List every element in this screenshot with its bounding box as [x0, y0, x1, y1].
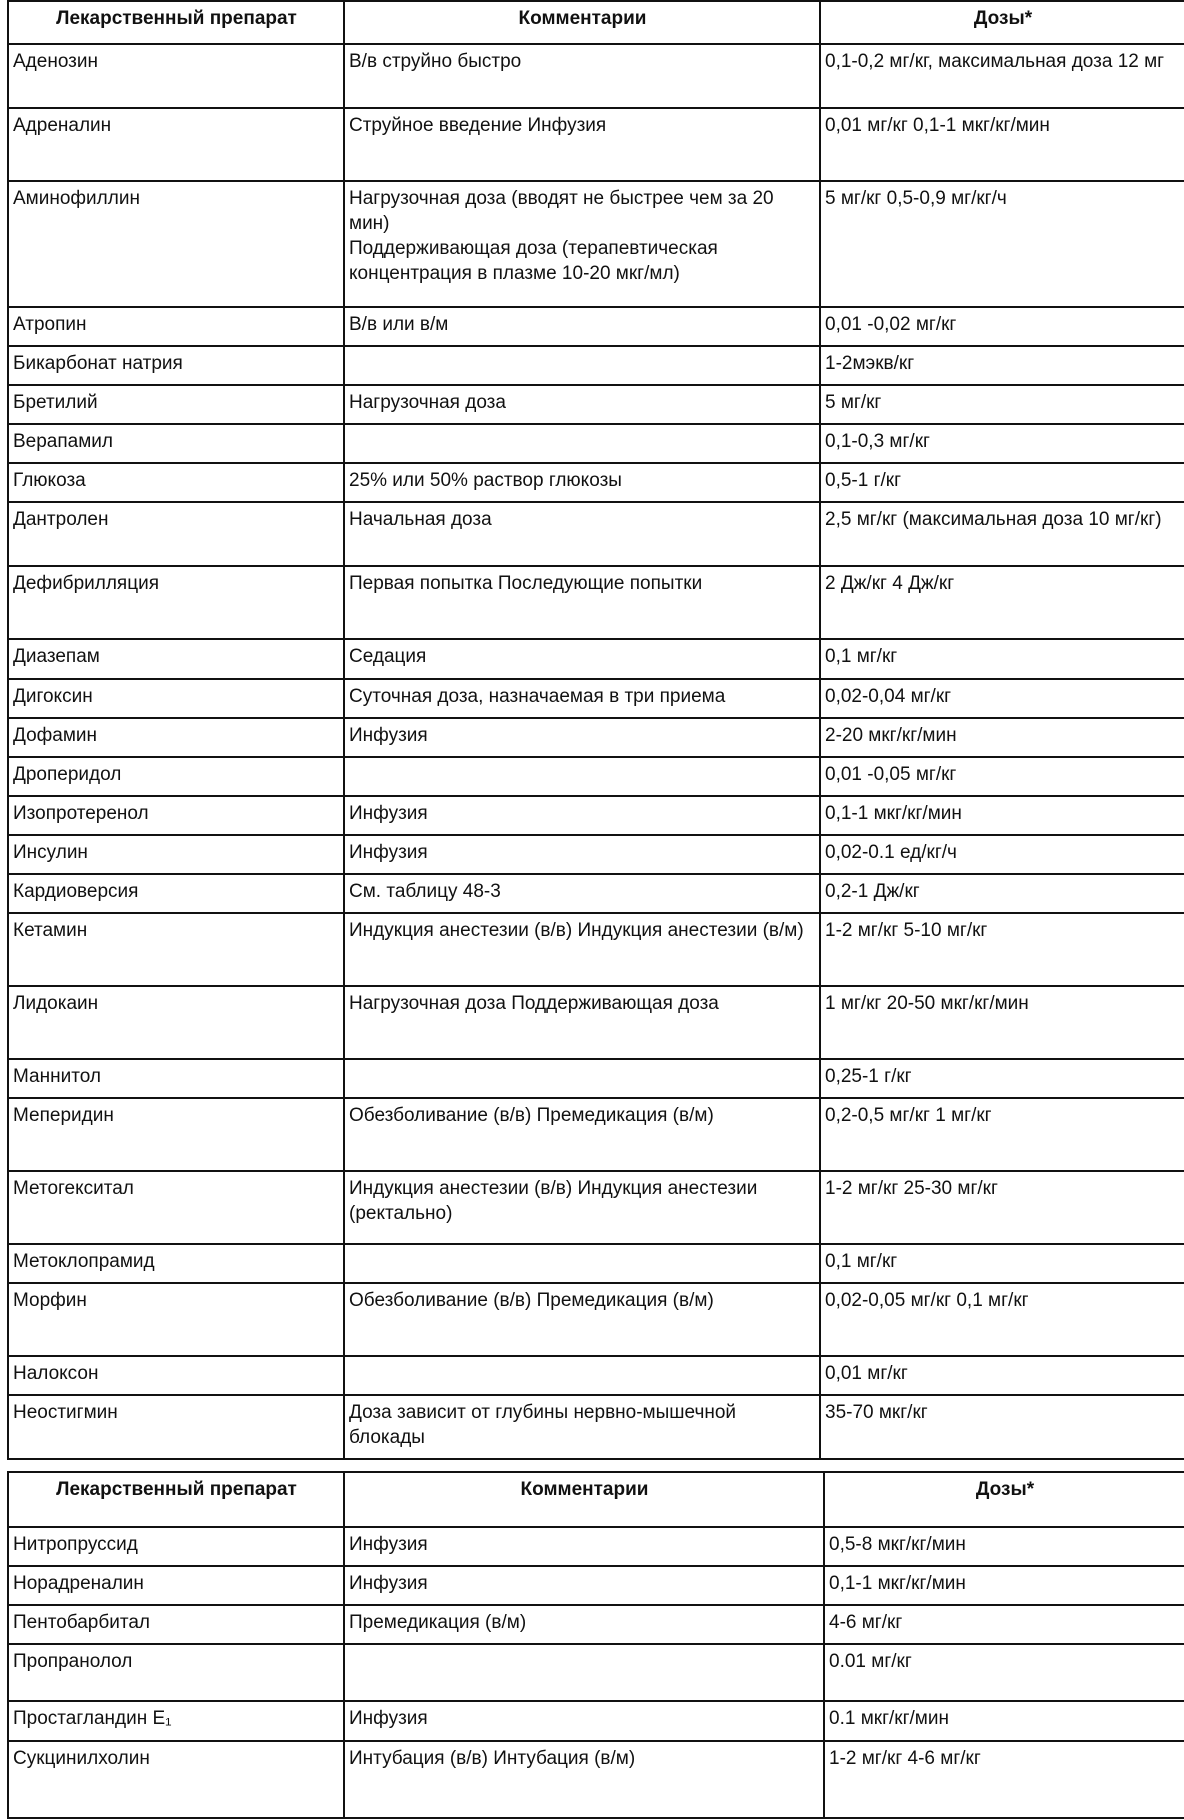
comment-cell	[344, 986, 820, 1059]
comment-cell	[344, 108, 820, 181]
dose-cell: 0,2-0,5 мг/кг 1 мг/кг	[820, 1098, 1184, 1171]
comment-cell	[344, 639, 820, 679]
table-row	[8, 639, 1184, 679]
dose-cell: 0,1-0,2 мг/кг, максимальная доза 12 мг	[820, 44, 1184, 108]
drug-name-cell: Маннитол	[8, 1059, 344, 1098]
comment-cell	[344, 757, 820, 796]
drug-name-cell: Дигоксин	[8, 679, 344, 718]
table-row	[8, 679, 1184, 718]
table-row	[8, 181, 1184, 307]
table-row	[8, 757, 1184, 796]
drug-name-cell: Аминофиллин	[8, 181, 344, 307]
table-row	[8, 566, 1184, 639]
drug-name-cell: Неостигмин	[8, 1395, 344, 1459]
comment-text: 25% или 50% раствор глюкозы	[349, 470, 622, 491]
drug-name-cell: Простагландин E₁	[8, 1701, 344, 1741]
table-row	[8, 1566, 1184, 1605]
comment-text: Индукция анестезии (в/в) Индукция анестезии (ректально)	[349, 1178, 758, 1224]
comment-cell	[344, 874, 820, 913]
comment-text: Премедикация (в/м)	[349, 1612, 527, 1633]
drug-name-cell: Норадреналин	[8, 1566, 344, 1605]
dose-cell: 2 Дж/кг 4 Дж/кг	[820, 566, 1184, 639]
dose-cell: 1 мг/кг 20-50 мкг/кг/мин	[820, 986, 1184, 1059]
comment-text: Поддерживающая доза (терапевтическая концентрация в плазме 10-20 мкг/мл)	[349, 238, 718, 284]
comment-text: Доза зависит от глубины нервно-мышечной блокады	[349, 1402, 737, 1448]
table-row	[8, 346, 1184, 385]
dose-cell: 1-2 мг/кг 4-6 мг/кг	[824, 1741, 1184, 1818]
dose-cell: 1-2 мг/кг 25-30 мг/кг	[820, 1171, 1184, 1244]
comment-text: Суточная доза, назначаемая в три приема	[349, 686, 726, 707]
comment-cell	[344, 1356, 820, 1395]
dose-cell: 0,01 -0,05 мг/кг	[820, 757, 1184, 796]
comment-cell	[344, 566, 820, 639]
comment-cell	[344, 181, 820, 307]
dose-cell: 0,01 мг/кг 0,1-1 мкг/кг/мин	[820, 108, 1184, 181]
comment-text: Нагрузочная доза	[349, 392, 506, 413]
table-row	[8, 1395, 1184, 1459]
dose-cell: 4-6 мг/кг	[824, 1605, 1184, 1644]
comment-cell	[344, 718, 820, 757]
dose-cell: 0,25-1 г/кг	[820, 1059, 1184, 1098]
table-row	[8, 424, 1184, 463]
table-row	[8, 986, 1184, 1059]
column-header-drug: Лекарственный препарат	[8, 1, 344, 44]
comment-cell	[344, 1701, 824, 1741]
dose-cell: 0,1 мг/кг	[820, 639, 1184, 679]
dose-cell: 2,5 мг/кг (максимальная доза 10 мг/кг)	[820, 502, 1184, 566]
comment-text: Обезболивание (в/в) Премедикация (в/м)	[349, 1290, 714, 1311]
drug-name-cell: Дофамин	[8, 718, 344, 757]
drug-name-cell: Нитропруссид	[8, 1527, 344, 1566]
dose-cell: 0,02-0,04 мг/кг	[820, 679, 1184, 718]
comment-cell	[344, 913, 820, 986]
drug-name-cell: Верапамил	[8, 424, 344, 463]
comment-text: Индукция анестезии (в/в) Индукция анестезии (в/м)	[349, 920, 804, 941]
dose-cell: 0,1 мг/кг	[820, 1244, 1184, 1283]
table-header-row	[8, 1472, 1184, 1527]
comment-text: Инфузия	[349, 803, 428, 824]
drug-name-cell: Меперидин	[8, 1098, 344, 1171]
table-row	[8, 718, 1184, 757]
table-row	[8, 1701, 1184, 1741]
comment-cell	[344, 1741, 824, 1818]
comment-text: Седация	[349, 646, 427, 667]
table-row	[8, 835, 1184, 874]
drug-name-cell: Метогекситал	[8, 1171, 344, 1244]
drug-name-cell: Изопротеренол	[8, 796, 344, 835]
drug-name-cell: Кетамин	[8, 913, 344, 986]
dose-cell: 0,01 -0,02 мг/кг	[820, 307, 1184, 346]
comment-cell	[344, 307, 820, 346]
drug-name-cell: Дантролен	[8, 502, 344, 566]
comment-cell	[344, 346, 820, 385]
comment-cell	[344, 796, 820, 835]
drug-name-cell: Пропранолол	[8, 1644, 344, 1701]
table-row	[8, 913, 1184, 986]
comment-cell	[344, 44, 820, 108]
table-row	[8, 874, 1184, 913]
comment-cell	[344, 679, 820, 718]
comment-text: Инфузия	[349, 1573, 428, 1594]
drug-name-cell: Глюкоза	[8, 463, 344, 502]
table-header-row	[8, 1, 1184, 44]
drug-name-cell: Пентобарбитал	[8, 1605, 344, 1644]
drug-name-cell: Дефибрилляция	[8, 566, 344, 639]
comment-cell	[344, 1644, 824, 1701]
drug-name-cell: Налоксон	[8, 1356, 344, 1395]
comment-cell	[344, 385, 820, 424]
table-row	[8, 1171, 1184, 1244]
comment-text: В/в или в/м	[349, 314, 449, 335]
drug-name-cell: Дроперидол	[8, 757, 344, 796]
dose-cell: 35-70 мкг/кг	[820, 1395, 1184, 1459]
comment-cell	[344, 1283, 820, 1356]
comment-text: Начальная доза	[349, 509, 492, 530]
table-row	[8, 502, 1184, 566]
table-row	[8, 1644, 1184, 1701]
comment-cell	[344, 1244, 820, 1283]
drug-dose-table-1	[7, 0, 1184, 1460]
comment-cell	[344, 424, 820, 463]
column-header-drug: Лекарственный препарат	[8, 1472, 344, 1527]
comment-text: Инфузия	[349, 1534, 428, 1555]
comment-text: Первая попытка Последующие попытки	[349, 573, 703, 594]
table-row	[8, 44, 1184, 108]
comment-cell	[344, 502, 820, 566]
dose-cell: 0.01 мг/кг	[824, 1644, 1184, 1701]
table-row	[8, 1244, 1184, 1283]
dose-cell: 2-20 мкг/кг/мин	[820, 718, 1184, 757]
dose-cell: 0,02-0,05 мг/кг 0,1 мг/кг	[820, 1283, 1184, 1356]
dose-cell: 0,1-1 мкг/кг/мин	[824, 1566, 1184, 1605]
drug-name-cell: Морфин	[8, 1283, 344, 1356]
drug-name-cell: Аденозин	[8, 44, 344, 108]
comment-text: См. таблицу 48-3	[349, 881, 501, 902]
dose-cell: 5 мг/кг	[820, 385, 1184, 424]
comment-cell	[344, 1059, 820, 1098]
dose-cell: 5 мг/кг 0,5-0,9 мг/кг/ч	[820, 181, 1184, 307]
dose-cell: 1-2мэкв/кг	[820, 346, 1184, 385]
dose-cell: 0,2-1 Дж/кг	[820, 874, 1184, 913]
table-row	[8, 385, 1184, 424]
table-row	[8, 1741, 1184, 1818]
comment-cell	[344, 1171, 820, 1244]
comment-text: Обезболивание (в/в) Премедикация (в/м)	[349, 1105, 714, 1126]
dose-cell: 0,5-8 мкг/кг/мин	[824, 1527, 1184, 1566]
drug-name-cell: Атропин	[8, 307, 344, 346]
drug-name-cell: Инсулин	[8, 835, 344, 874]
column-header-dose: Дозы*	[824, 1472, 1184, 1527]
comment-text: В/в струйно быстро	[349, 51, 522, 72]
comment-text: Нагрузочная доза (вводят не быстрее чем за 20 мин)	[349, 188, 774, 234]
comment-text: Инфузия	[349, 1708, 428, 1729]
dose-cell: 0,01 мг/кг	[820, 1356, 1184, 1395]
comment-text: Инфузия	[349, 842, 428, 863]
table-row	[8, 1356, 1184, 1395]
comment-cell	[344, 463, 820, 502]
comment-text: Нагрузочная доза Поддерживающая доза	[349, 993, 719, 1014]
table-row	[8, 796, 1184, 835]
dose-cell: 0,1-1 мкг/кг/мин	[820, 796, 1184, 835]
table-row	[8, 1283, 1184, 1356]
drug-name-cell: Метоклопрамид	[8, 1244, 344, 1283]
drug-name-cell: Сукцинилхолин	[8, 1741, 344, 1818]
comment-cell	[344, 1605, 824, 1644]
table-row	[8, 1605, 1184, 1644]
table-row	[8, 1098, 1184, 1171]
dose-cell: 0,5-1 г/кг	[820, 463, 1184, 502]
comment-text: Инфузия	[349, 725, 428, 746]
drug-name-cell: Бикарбонат натрия	[8, 346, 344, 385]
comment-cell	[344, 1098, 820, 1171]
comment-cell	[344, 1527, 824, 1566]
column-header-comment: Комментарии	[344, 1472, 824, 1527]
table-row	[8, 108, 1184, 181]
drug-name-cell: Бретилий	[8, 385, 344, 424]
dose-cell: 0,02-0.1 ед/кг/ч	[820, 835, 1184, 874]
drug-name-cell: Адреналин	[8, 108, 344, 181]
comment-cell	[344, 835, 820, 874]
dose-cell: 0,1-0,3 мг/кг	[820, 424, 1184, 463]
comment-cell	[344, 1395, 820, 1459]
table-row	[8, 1527, 1184, 1566]
drug-name-cell: Кардиоверсия	[8, 874, 344, 913]
table-row	[8, 1059, 1184, 1098]
comment-cell	[344, 1566, 824, 1605]
table-row	[8, 463, 1184, 502]
drug-dose-table-2	[7, 1471, 1184, 1819]
comment-text: Струйное введение Инфузия	[349, 115, 607, 136]
dose-cell: 0.1 мкг/кг/мин	[824, 1701, 1184, 1741]
comment-text: Интубация (в/в) Интубация (в/м)	[349, 1748, 636, 1769]
dose-cell: 1-2 мг/кг 5-10 мг/кг	[820, 913, 1184, 986]
drug-name-cell: Диазепам	[8, 639, 344, 679]
drug-name-cell: Лидокаин	[8, 986, 344, 1059]
column-header-dose: Дозы*	[820, 1, 1184, 44]
column-header-comment: Комментарии	[344, 1, 820, 44]
table-row	[8, 307, 1184, 346]
